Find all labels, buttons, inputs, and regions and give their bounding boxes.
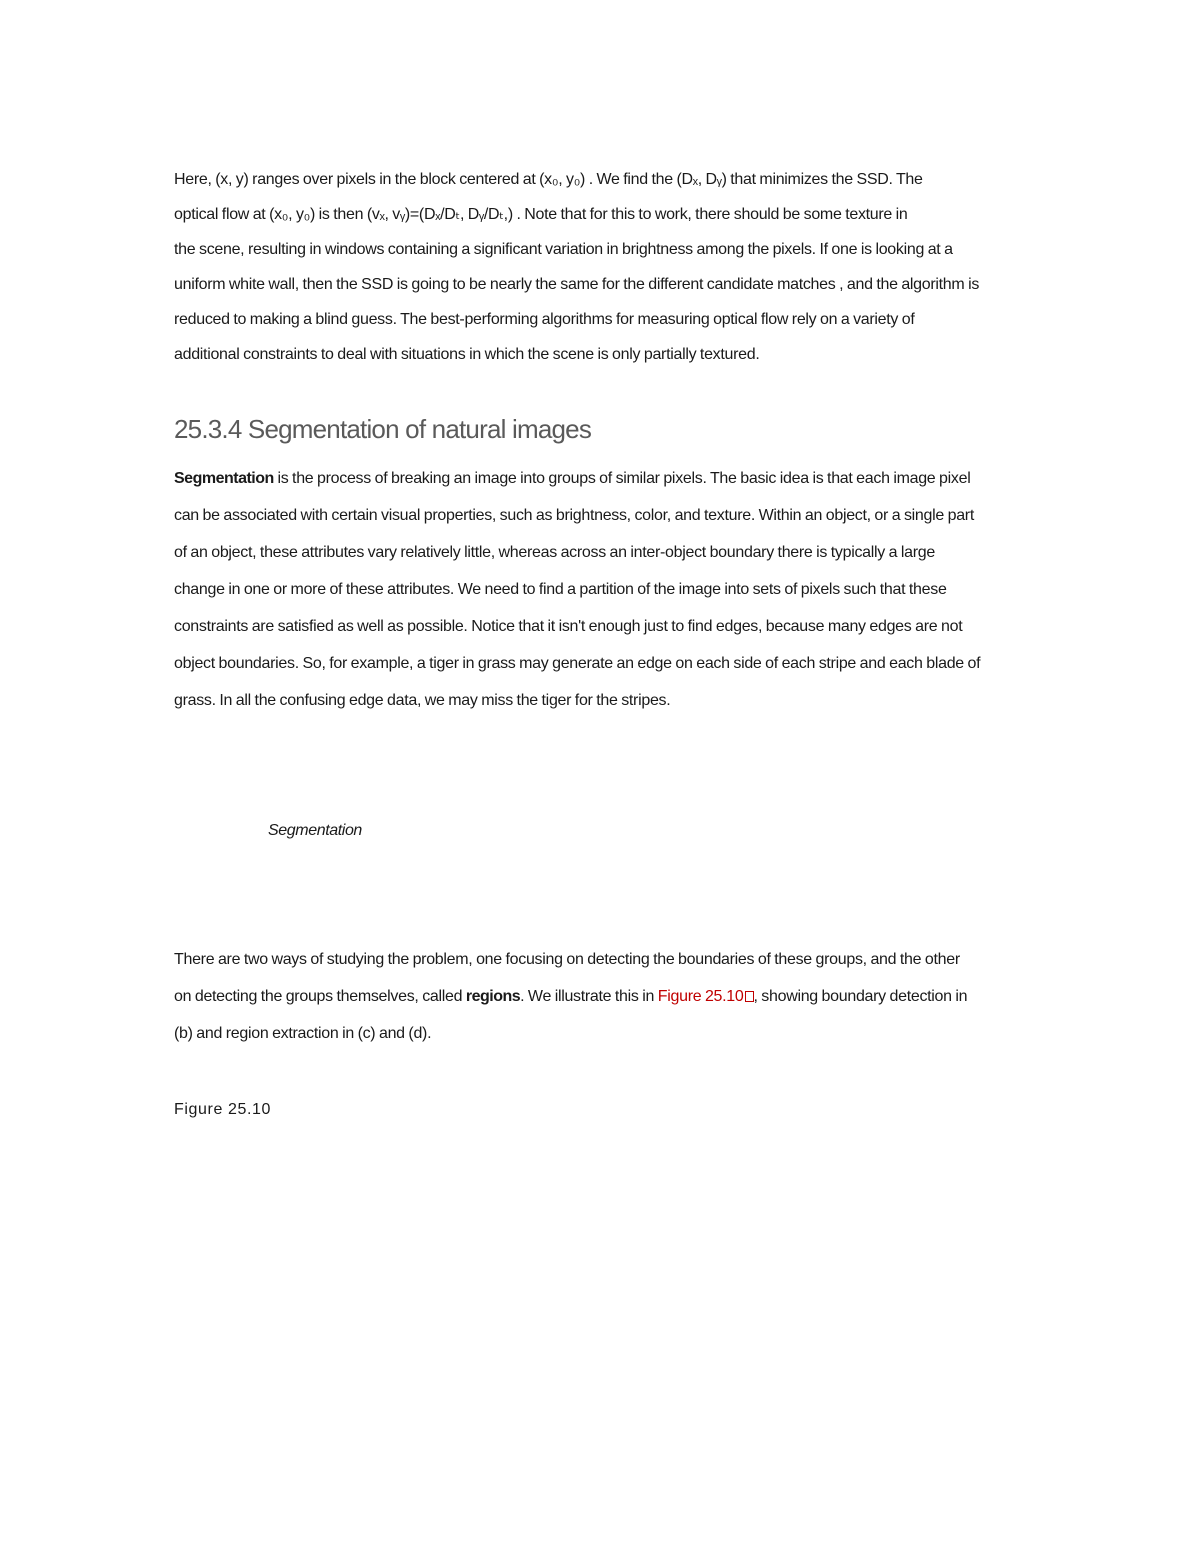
term-segmentation: Segmentation xyxy=(174,470,274,487)
paragraph-line xyxy=(174,460,1034,497)
paragraph-text: . We illustrate this in xyxy=(520,988,658,1005)
term-regions: regions xyxy=(465,988,521,1005)
paragraph-line: uniform white wall, then the SSD is going to be nearly the same for the different candidate matches , and the algorithm is xyxy=(174,276,980,293)
paragraph-line: grass. In all the confusing edge data, we may miss the tiger for the stripes. xyxy=(174,692,671,709)
paragraph-line: There are two ways of studying the problem, one focusing on detecting the boundaries of these groups, and the other xyxy=(174,951,960,968)
paragraph-line xyxy=(174,978,1034,1015)
paragraph-line: change in one or more of these attributes. We need to find a partition of the image into sets of pixels such that these xyxy=(174,581,947,598)
paragraph-line: (b) and region extraction in (c) and (d). xyxy=(174,1025,432,1042)
figure-reference-text: Figure 25.10 xyxy=(657,988,744,1005)
paragraph-line: reduced to making a blind guess. The best-performing algorithms for measuring optical flow rely on a variety of xyxy=(174,311,915,328)
paragraph-text: on detecting the groups themselves, called xyxy=(174,988,466,1005)
paragraph-text: , showing boundary detection in xyxy=(753,988,968,1005)
figure-label: Figure 25.10 xyxy=(174,1101,272,1118)
paragraph-line: can be associated with certain visual properties, such as brightness, color, and texture. Within an object, or a single part xyxy=(174,507,974,524)
paragraph-line: additional constraints to deal with situations in which the scene is only partially textured. xyxy=(174,346,760,363)
paragraph-line: object boundaries. So, for example, a tiger in grass may generate an edge on each side of each stripe and each blade of xyxy=(174,655,981,672)
section-heading: 25.3.4 Segmentation of natural images xyxy=(174,414,592,444)
paragraph-line: Here, (x, y) ranges over pixels in the block centered at (x₀, y₀) . We find the (Dₓ, Dᵧ) that minimizes the SSD. The xyxy=(174,171,923,188)
figure-caption: Segmentation xyxy=(268,822,362,839)
figure-reference-link[interactable] xyxy=(658,988,754,1005)
external-link-icon xyxy=(745,991,754,1002)
paragraph-approaches xyxy=(174,941,1034,1052)
paragraph-segmentation xyxy=(174,460,1034,719)
paragraph-line: optical flow at (x₀, y₀) is then (vₓ, vᵧ)=(Dₓ/Dₜ, Dᵧ/Dₜ,) . Note that for this to work, there should be some texture in xyxy=(174,206,908,223)
paragraph-text: is the process of breaking an image into groups of similar pixels. The basic idea is that each image pixel xyxy=(273,470,971,487)
paragraph-line: constraints are satisfied as well as possible. Notice that it isn't enough just to find edges, because many edges are not xyxy=(174,618,963,635)
paragraph-line: the scene, resulting in windows containing a significant variation in brightness among the pixels. If one is looking at a xyxy=(174,241,953,258)
paragraph-optical-flow xyxy=(174,162,1034,372)
paragraph-line: of an object, these attributes vary relatively little, whereas across an inter-object boundary there is typically a large xyxy=(174,544,935,561)
